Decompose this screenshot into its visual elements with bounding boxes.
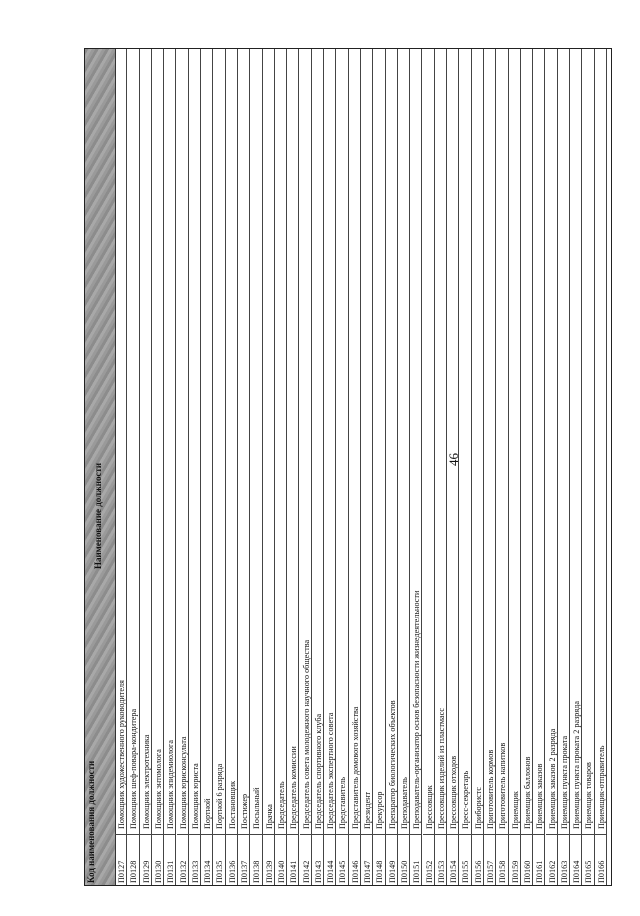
position-name: Помощник юриста bbox=[190, 763, 200, 829]
position-code: П0165 bbox=[584, 860, 594, 883]
position-name: Помощник энтомолога bbox=[153, 749, 163, 829]
table-row bbox=[189, 49, 201, 885]
position-name: Председатель экспертного совета bbox=[326, 712, 336, 829]
code-cell bbox=[213, 834, 224, 885]
code-cell bbox=[558, 834, 569, 885]
code-cell bbox=[509, 834, 520, 885]
table-row bbox=[533, 49, 545, 885]
position-name: Председатель спортивного клуба bbox=[313, 713, 323, 829]
position-name: Приемщик пункта проката 2 разряда bbox=[572, 701, 582, 829]
position-code: П0151 bbox=[412, 860, 422, 883]
position-name: Пресс-секретарь bbox=[461, 770, 471, 829]
position-code: П0146 bbox=[350, 860, 360, 883]
position-code: П0156 bbox=[473, 860, 483, 883]
code-cell bbox=[410, 834, 421, 885]
position-code: П0140 bbox=[276, 860, 286, 883]
position-name: Постижер bbox=[240, 793, 249, 829]
position-code: П0152 bbox=[424, 860, 434, 883]
position-code: П0135 bbox=[215, 860, 225, 883]
position-code: П0134 bbox=[203, 860, 213, 883]
table-row bbox=[472, 49, 484, 885]
code-cell bbox=[312, 834, 323, 885]
table-row bbox=[127, 49, 139, 885]
position-code: П0143 bbox=[313, 860, 323, 883]
position-name: Представитель домового хозяйства bbox=[350, 706, 360, 829]
code-cell bbox=[521, 834, 532, 885]
code-cell bbox=[115, 834, 126, 885]
code-cell bbox=[287, 834, 298, 885]
code-cell bbox=[484, 834, 495, 885]
position-code: П0160 bbox=[522, 860, 532, 883]
position-name: Помощник художественного руководителя bbox=[117, 680, 126, 829]
position-code: П0127 bbox=[117, 860, 126, 883]
position-name: Прессовщик отходов bbox=[449, 755, 459, 829]
position-name: Председатель комиссии bbox=[289, 746, 299, 829]
position-name: Президент bbox=[363, 791, 372, 829]
table-row bbox=[238, 49, 250, 885]
code-cell bbox=[435, 834, 446, 885]
code-cell bbox=[324, 834, 335, 885]
table-row bbox=[226, 49, 238, 885]
table-row bbox=[595, 49, 607, 885]
position-name: Прессовщик изделий из пластмасс bbox=[436, 708, 446, 829]
code-cell bbox=[189, 834, 200, 885]
position-name: Прекурсор bbox=[375, 791, 385, 829]
position-code: П0138 bbox=[252, 860, 262, 883]
table-header bbox=[85, 49, 116, 885]
code-cell bbox=[472, 834, 483, 885]
code-cell bbox=[546, 834, 557, 885]
code-cell bbox=[349, 834, 360, 885]
table-row bbox=[115, 49, 127, 885]
table-row bbox=[312, 49, 324, 885]
position-name: Приемщик баллонов bbox=[522, 756, 532, 829]
position-code: П0164 bbox=[572, 860, 582, 883]
table-row bbox=[287, 49, 299, 885]
code-cell bbox=[582, 834, 593, 885]
position-code: П0162 bbox=[547, 860, 557, 883]
position-code: П0128 bbox=[129, 860, 139, 883]
position-name: Председатель совета молодежного научного общества bbox=[301, 639, 311, 829]
table-row bbox=[386, 49, 398, 885]
position-name: Приемщик заказов bbox=[535, 763, 545, 829]
code-cell bbox=[226, 834, 237, 885]
position-name: Портной 6 разряда bbox=[215, 763, 225, 829]
position-name: Препаратор биологических объектов bbox=[387, 700, 397, 829]
position-code: П0158 bbox=[498, 860, 508, 883]
code-cell bbox=[447, 834, 458, 885]
table-row bbox=[447, 49, 459, 885]
position-code: П0142 bbox=[301, 860, 311, 883]
position-code: П0161 bbox=[535, 860, 545, 883]
header-code: Код наименования должности bbox=[86, 760, 96, 883]
position-name: Посыльный bbox=[252, 787, 262, 829]
code-cell bbox=[373, 834, 384, 885]
code-cell bbox=[398, 834, 409, 885]
table-row bbox=[484, 49, 496, 885]
position-name: Председатель bbox=[276, 781, 286, 829]
code-cell bbox=[201, 834, 212, 885]
code-cell bbox=[570, 834, 581, 885]
position-code: П0149 bbox=[387, 860, 397, 883]
code-cell bbox=[275, 834, 286, 885]
table-row bbox=[410, 49, 422, 885]
position-name: Приготовитель кормов bbox=[486, 749, 495, 829]
code-cell bbox=[361, 834, 372, 885]
position-name: Представитель bbox=[338, 777, 348, 829]
position-code: П0145 bbox=[338, 860, 348, 883]
table-row bbox=[213, 49, 225, 885]
table-row bbox=[459, 49, 471, 885]
table-row bbox=[521, 49, 533, 885]
code-cell bbox=[423, 834, 434, 885]
code-cell bbox=[140, 834, 151, 885]
position-name: Помощник шеф-повара-кондитера bbox=[129, 708, 139, 829]
table-row bbox=[398, 49, 410, 885]
table-row bbox=[558, 49, 570, 885]
table-row bbox=[324, 49, 336, 885]
code-cell bbox=[250, 834, 261, 885]
position-name: Помощник электротехника bbox=[141, 734, 151, 829]
position-name: Портной bbox=[203, 798, 213, 829]
code-cell bbox=[127, 834, 138, 885]
position-code: П0159 bbox=[510, 860, 520, 883]
table-row bbox=[509, 49, 521, 885]
position-code: П0131 bbox=[166, 860, 176, 883]
position-code: П0136 bbox=[227, 860, 237, 883]
table-row bbox=[373, 49, 385, 885]
table-row bbox=[546, 49, 558, 885]
position-code: П0166 bbox=[596, 860, 606, 883]
table-row bbox=[275, 49, 287, 885]
position-code: П0163 bbox=[559, 860, 569, 883]
page-number: 46 bbox=[446, 453, 461, 466]
position-code: П0155 bbox=[461, 860, 471, 883]
position-name: Прачка bbox=[264, 804, 274, 829]
position-code: П0141 bbox=[289, 860, 299, 883]
position-code: П0153 bbox=[436, 860, 446, 883]
table-row bbox=[201, 49, 213, 885]
position-name: Постановщик bbox=[227, 780, 237, 829]
code-cell bbox=[263, 834, 274, 885]
table-row bbox=[164, 49, 176, 885]
position-name: Преподаватель bbox=[399, 777, 409, 829]
position-code: П0144 bbox=[326, 860, 336, 883]
position-code: П0150 bbox=[399, 860, 409, 883]
table-row bbox=[435, 49, 447, 885]
table-row bbox=[140, 49, 152, 885]
position-name: Приготовитель напитков bbox=[498, 742, 508, 829]
header-name: Наименование должности bbox=[93, 462, 103, 569]
position-name: Прибористс bbox=[473, 786, 483, 829]
position-name: Помощник эпидемиолога bbox=[166, 739, 176, 829]
position-name: Приемщик товаров bbox=[584, 762, 594, 829]
position-code: П0132 bbox=[178, 860, 188, 883]
table-body bbox=[115, 49, 611, 885]
table-row bbox=[300, 49, 312, 885]
table-row bbox=[582, 49, 594, 885]
table-row bbox=[423, 49, 435, 885]
table-row bbox=[152, 49, 164, 885]
position-code: П0130 bbox=[153, 860, 163, 883]
positions-table bbox=[84, 48, 612, 886]
position-name: Прессовщик bbox=[424, 785, 434, 829]
position-code: П0129 bbox=[141, 860, 151, 883]
table-row bbox=[177, 49, 189, 885]
table-row bbox=[570, 49, 582, 885]
position-code: П0157 bbox=[486, 860, 495, 883]
position-name: Приемщик-отправитель bbox=[596, 745, 606, 829]
position-code: П0137 bbox=[240, 860, 249, 883]
table-row bbox=[349, 49, 361, 885]
position-name: Приемщик bbox=[510, 791, 520, 829]
code-cell bbox=[459, 834, 470, 885]
code-cell bbox=[386, 834, 397, 885]
table-row bbox=[250, 49, 262, 885]
code-cell bbox=[238, 834, 249, 885]
code-cell bbox=[595, 834, 606, 885]
position-name: Помощник юрисконсульта bbox=[178, 736, 188, 829]
table-row bbox=[336, 49, 348, 885]
position-code: П0133 bbox=[190, 860, 200, 883]
code-cell bbox=[336, 834, 347, 885]
code-cell bbox=[533, 834, 544, 885]
position-code: П0139 bbox=[264, 860, 274, 883]
table-row bbox=[361, 49, 373, 885]
code-cell bbox=[152, 834, 163, 885]
position-name: Приемщик пункта проката bbox=[559, 735, 569, 829]
code-cell bbox=[164, 834, 175, 885]
position-code: П0147 bbox=[363, 860, 372, 883]
table-row bbox=[263, 49, 275, 885]
code-cell bbox=[496, 834, 507, 885]
position-code: П0148 bbox=[375, 860, 385, 883]
code-cell bbox=[300, 834, 311, 885]
position-name: Приемщик заказов 2 разряда bbox=[547, 728, 557, 829]
code-cell bbox=[177, 834, 188, 885]
table-row bbox=[496, 49, 508, 885]
position-code: П0154 bbox=[449, 860, 459, 883]
position-name: Преподаватель-организатор основ безопасности жизнедеятельности bbox=[412, 590, 422, 829]
